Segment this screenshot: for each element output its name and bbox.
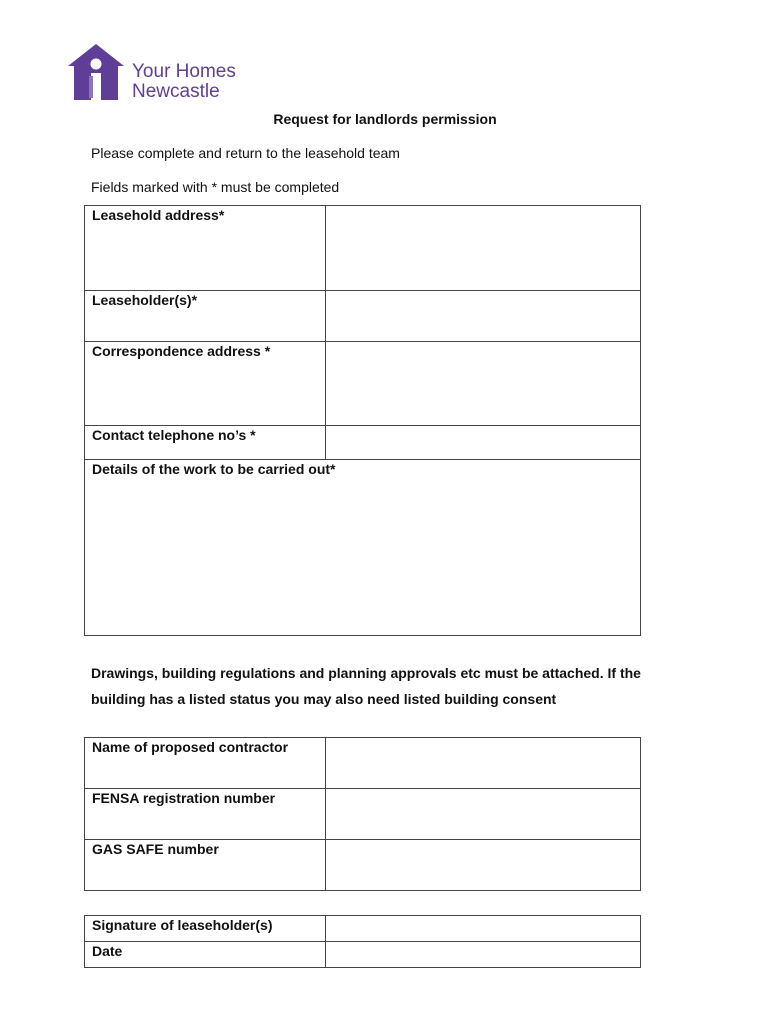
contact-telephone-label: Contact telephone no’s * [85, 426, 326, 460]
leasehold-address-label: Leasehold address* [85, 206, 326, 291]
leaseholders-label: Leaseholder(s)* [85, 291, 326, 342]
row-contact-telephone [85, 426, 641, 460]
attachments-note: Drawings, building regulations and planning approvals etc must be attached. If the building has a listed status you may also need listed building consent [91, 665, 641, 707]
house-logo-icon [66, 44, 126, 102]
brand-name [132, 62, 236, 102]
leasehold-address-field[interactable] [326, 206, 641, 291]
contractor-name-label: Name of proposed contractor [85, 738, 326, 789]
row-work-details [85, 460, 641, 636]
signature-table [84, 915, 641, 968]
row-contractor-name [85, 738, 641, 789]
signature-field[interactable] [326, 916, 641, 942]
correspondence-address-field[interactable] [326, 342, 641, 426]
row-date [85, 942, 641, 968]
intro-instruction: Please complete and return to the leasehold team [91, 145, 400, 161]
row-leasehold-address [85, 206, 641, 291]
brand-name-line1: Your Homes [132, 61, 236, 82]
row-signature [85, 916, 641, 942]
fensa-number-field[interactable] [326, 789, 641, 840]
contractor-name-field[interactable] [326, 738, 641, 789]
page-title: Request for landlords permission [273, 111, 497, 127]
signature-label: Signature of leaseholder(s) [85, 916, 326, 942]
date-field[interactable] [326, 942, 641, 968]
gas-safe-number-label: GAS SAFE number [85, 840, 326, 891]
work-details-field[interactable] [85, 460, 641, 636]
row-gas-safe-number [85, 840, 641, 891]
property-details-table [84, 205, 641, 636]
brand-name-line2: Newcastle [132, 81, 220, 102]
fensa-number-label: FENSA registration number [85, 789, 326, 840]
date-label: Date [85, 942, 326, 968]
gas-safe-number-field[interactable] [326, 840, 641, 891]
contractor-details-table [84, 737, 641, 891]
leaseholders-field[interactable] [326, 291, 641, 342]
contact-telephone-field[interactable] [326, 426, 641, 460]
intro-required-note: Fields marked with * must be completed [91, 179, 340, 195]
correspondence-address-label: Correspondence address * [85, 342, 326, 426]
row-fensa-number [85, 789, 641, 840]
row-correspondence-address [85, 342, 641, 426]
row-leaseholders [85, 291, 641, 342]
brand-logo [66, 44, 256, 104]
work-details-label: Details of the work to be carried out* [92, 461, 336, 477]
